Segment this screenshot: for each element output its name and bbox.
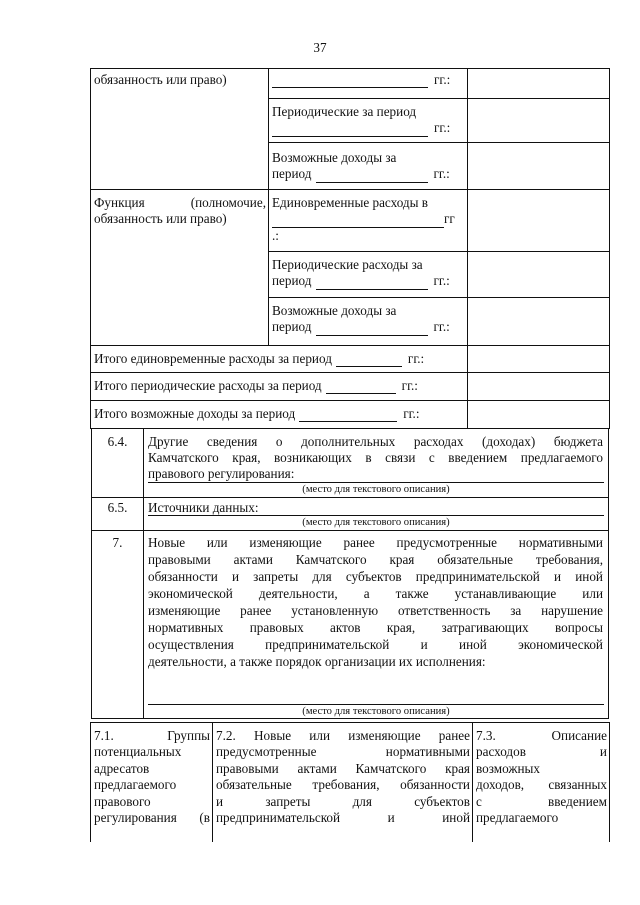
block1-r3-suffix: гг.: <box>433 166 450 182</box>
section-7-line2: правовыми актами Камчатского края обязательные требования, <box>148 552 603 567</box>
col-7-2-line5: и запреты для субъектов <box>216 793 470 809</box>
section-7-line3: обязанности и запреты для субъектов предпринимательской и иной <box>148 569 603 584</box>
col-7-3-line2: расходов и <box>476 744 607 760</box>
section-7-caption: (место для текстового описания) <box>302 706 450 717</box>
block2-r3-suffix: гг.: <box>433 319 450 335</box>
col-7-3-line1: 7.3. Описание <box>476 728 607 743</box>
col-7-3-line3: возможных <box>476 760 540 776</box>
section-6-5-rule <box>148 515 604 516</box>
block2-r2-prefix: период <box>272 273 312 289</box>
block2-r3-prefix: период <box>272 319 312 335</box>
block2-label-line2: обязанность или право) <box>94 211 227 227</box>
section-6-4-number: 6.4. <box>107 434 128 449</box>
total-periodic-label: Итого периодические расходы за период <box>94 378 322 393</box>
col-7-1-line6: регулирования (в <box>94 810 210 826</box>
section-7-line5: изменяющие ранее установленную ответственность за нарушение <box>148 603 603 618</box>
block1-r3-prefix: период <box>272 166 312 182</box>
section-7-line4: экономической деятельности, а также устанавливающие или <box>148 586 603 601</box>
col-7-3-line5: с введением <box>476 793 607 809</box>
block1-label: обязанность или право) <box>94 72 227 87</box>
section-7-rule <box>148 704 604 705</box>
col-7-1-line3: адресатов <box>94 760 150 776</box>
col-7-2-line4: обязательные требования, обязанности <box>216 777 470 793</box>
section-6-4-caption: (место для текстового описания) <box>302 484 450 495</box>
total-one-time-suffix: гг.: <box>407 351 425 366</box>
section-7-line6: нормативных правовых актов края, затрагивающих вопросы <box>148 620 603 635</box>
block2-r2-suffix: гг.: <box>433 273 450 289</box>
block1-r2-label: Периодические за период <box>272 104 417 119</box>
section-7-last-line: деятельности, а также порядок организации их исполнения: <box>148 654 486 669</box>
col-7-2-line1: 7.2. Новые или изменяющие ранее <box>216 728 470 743</box>
section-7-line1: Новые или изменяющие ранее предусмотренные нормативными <box>148 535 603 550</box>
section-6-4-rule <box>148 482 604 483</box>
col-7-2-line2: предусмотренные нормативными <box>216 744 470 760</box>
section-6-4-line1: Другие сведения о дополнительных расходах (доходах) бюджета <box>148 434 603 449</box>
section-6-4-line3: правового регулирования: <box>148 466 295 481</box>
block2-r1-line3: .: <box>272 227 279 243</box>
section-6-5-text: Источники данных: <box>148 500 259 515</box>
total-one-time-label: Итого единовременные расходы за период <box>94 351 332 366</box>
page-number: 37 <box>313 40 327 55</box>
col-7-1-line5: правового <box>94 793 151 809</box>
col-7-3-line4: доходов, связанных <box>476 777 607 793</box>
col-7-1-line2: потенциальных <box>94 744 182 760</box>
total-periodic-suffix: гг.: <box>401 378 418 393</box>
col-7-1-line1: 7.1. Группы <box>94 728 210 743</box>
block2-r2-label: Периодические расходы за <box>272 257 423 272</box>
section-7-line7: осуществления предпринимательской и иной экономической <box>148 637 603 652</box>
block2-r1-suffix: гг <box>444 211 455 227</box>
col-7-3-line6: предлагаемого <box>476 810 559 826</box>
section-6-4-line2: Камчатского края, возникающих в связи с введением предлагаемого <box>148 450 603 465</box>
col-7-2-header <box>216 728 470 826</box>
block2-label-word2: (полномочие, <box>190 195 266 210</box>
block1-r3-label: Возможные доходы за <box>272 150 397 165</box>
col-7-1-header <box>94 728 210 826</box>
col-7-2-line3: правовыми актами Камчатского края <box>216 760 470 776</box>
col-7-3-header <box>476 728 607 826</box>
block2-r1-label: Единовременные расходы в <box>272 195 428 210</box>
block2-label-word1: Функция <box>94 195 145 210</box>
col-7-2-line6: предпринимательской и иной <box>216 810 470 826</box>
block1-r2-suffix: гг.: <box>434 120 451 136</box>
block2-r3-label: Возможные доходы за <box>272 303 397 318</box>
total-income-suffix: гг.: <box>403 406 420 421</box>
section-7-number: 7. <box>112 535 123 550</box>
total-income-label: Итого возможные доходы за период <box>94 406 296 421</box>
col-7-1-line4: предлагаемого <box>94 777 177 793</box>
section-6-5-number: 6.5. <box>107 500 128 515</box>
section-6-5-caption: (место для текстового описания) <box>302 517 450 528</box>
block1-r1-suffix: гг.: <box>434 72 451 87</box>
